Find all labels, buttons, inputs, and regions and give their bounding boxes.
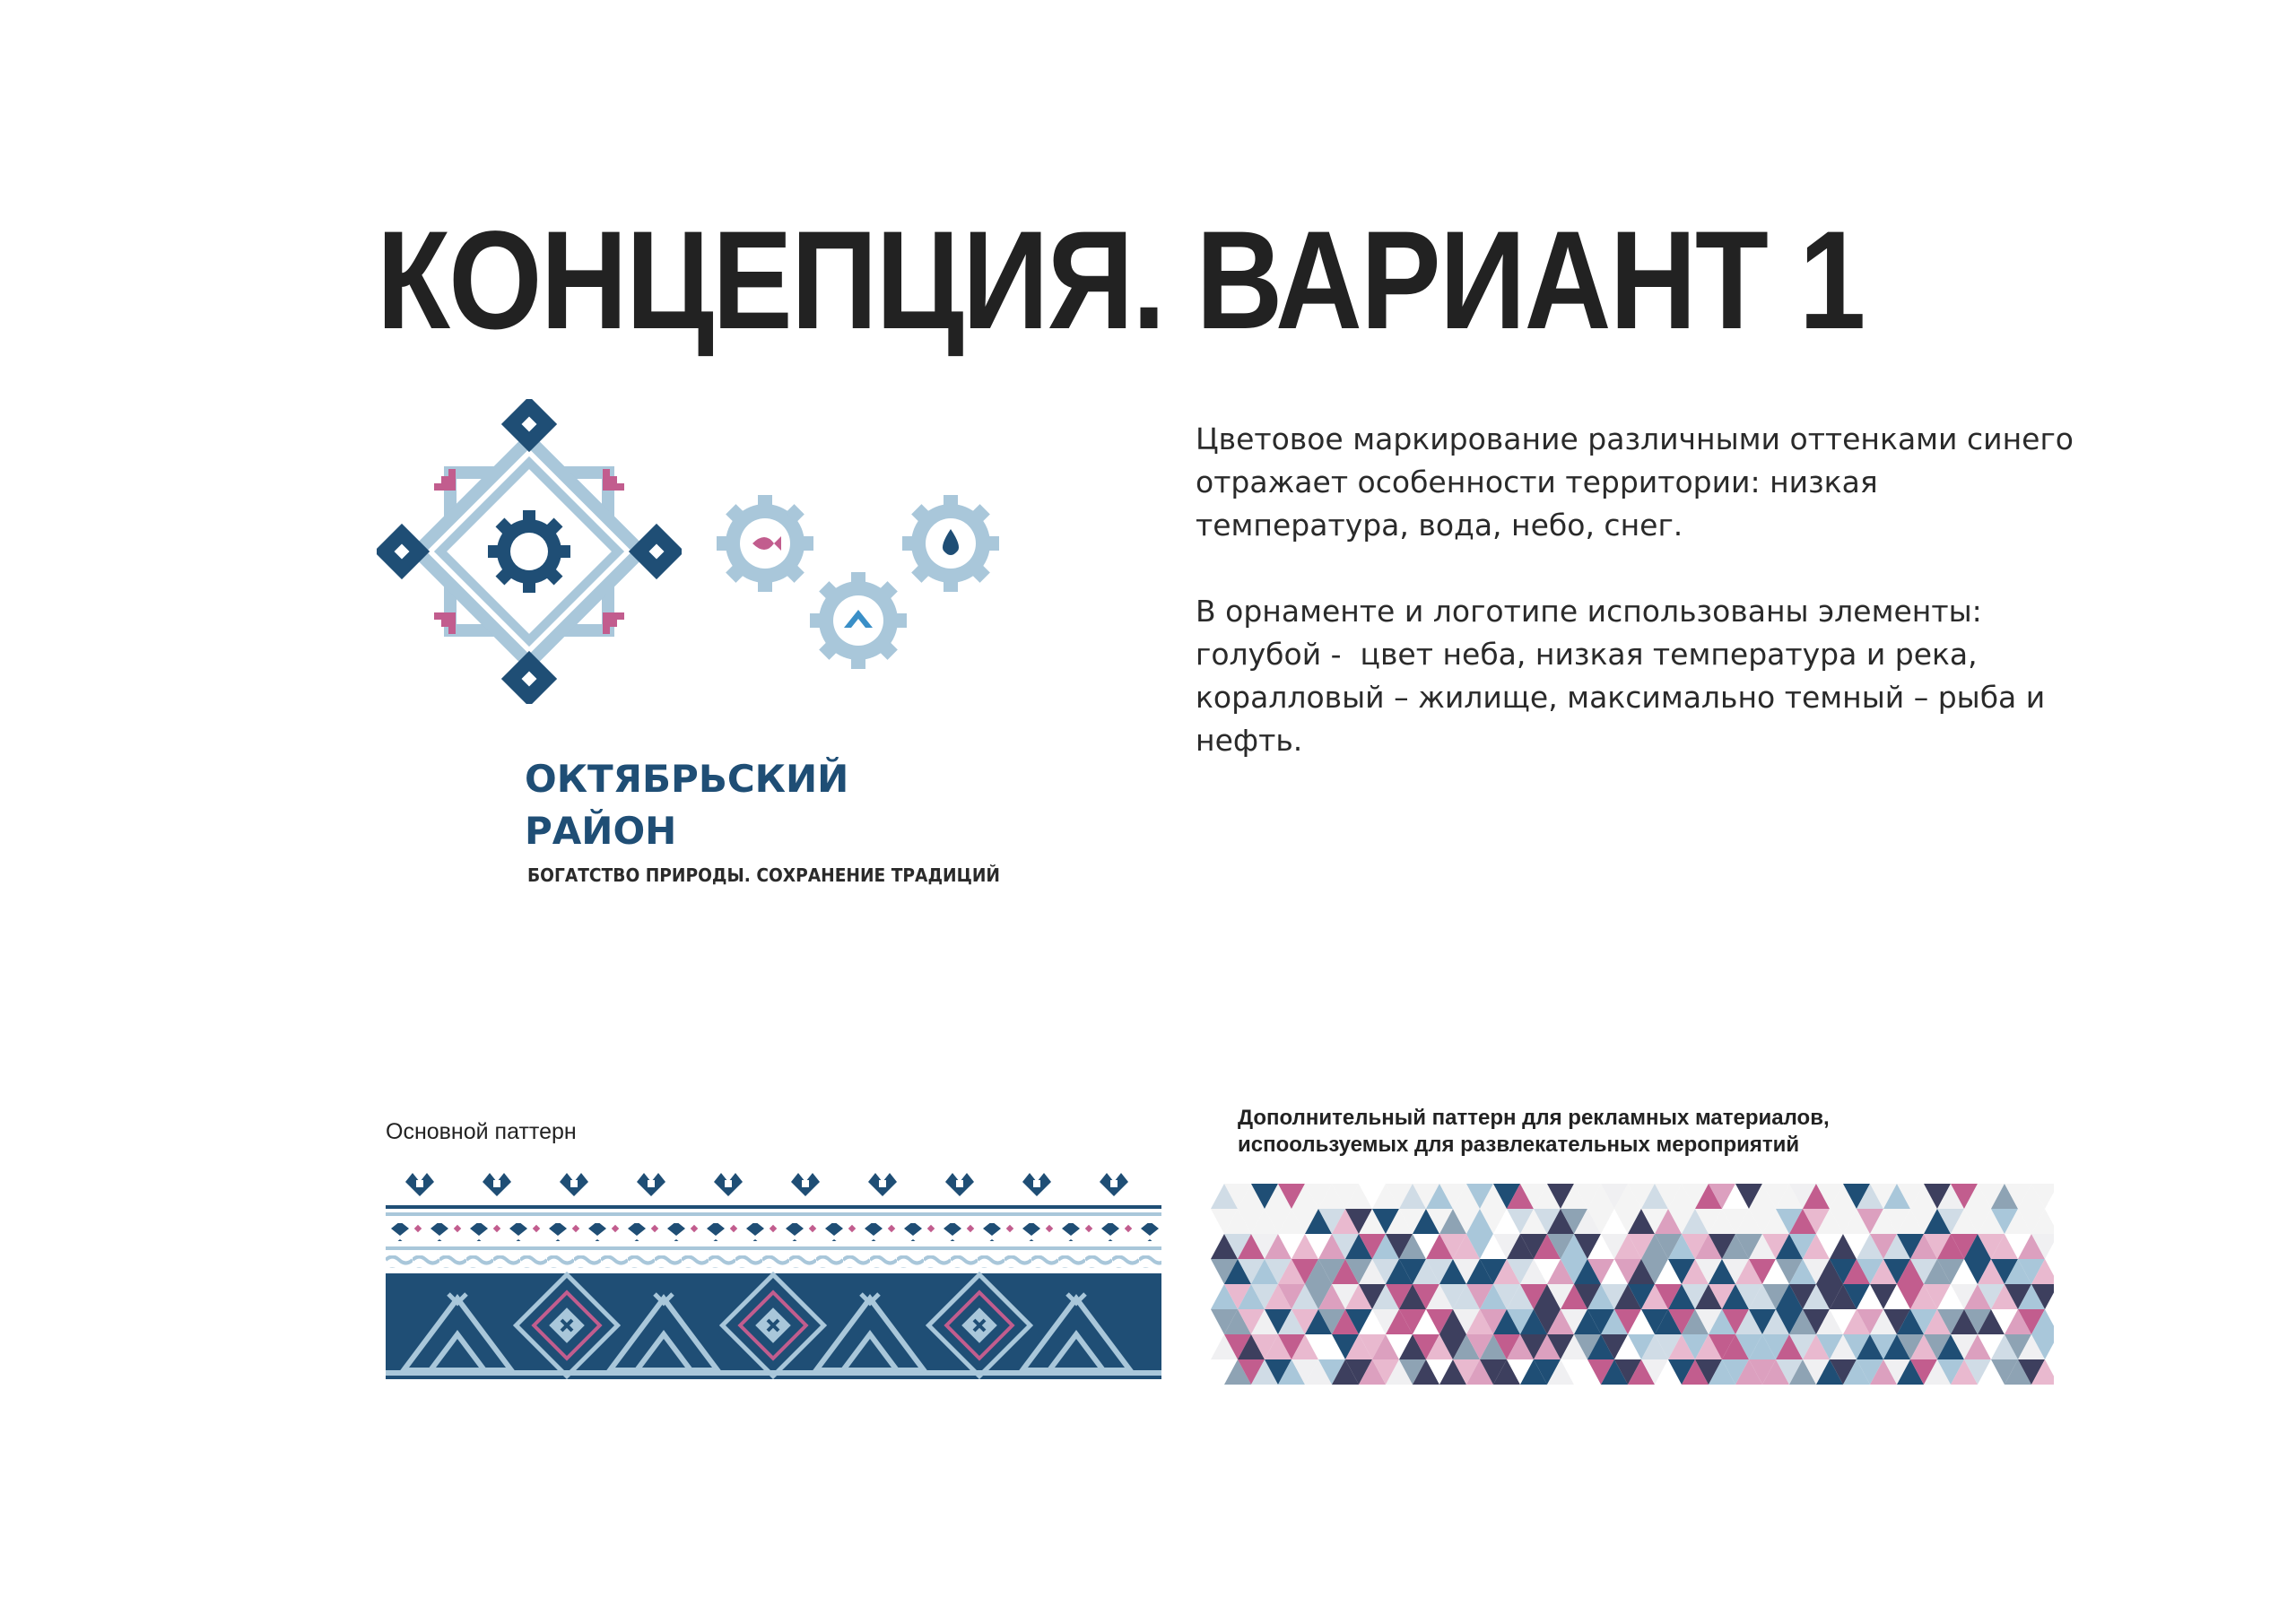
extra-pattern-label-line1: Дополнительный паттерн для рекламных материалов, — [1238, 1106, 1830, 1130]
description-paragraph-2: В орнаменте и логотипе использованы элементы: голубой - цвет неба, низкая температура и река, коралловый – жилище, максимально темный – рыба и нефть. — [1196, 594, 2055, 758]
description — [1196, 418, 2092, 805]
gear-house-icon — [810, 572, 907, 669]
star-emblem-icon — [377, 399, 682, 704]
description-paragraph-1: Цветовое маркирование различными оттенками синего отражает особенности территории: низкая температура, вода, небо, снег. — [1196, 421, 2083, 543]
extra-pattern-label-line2: испоользуемых для развлекательных мероприятий — [1238, 1133, 1800, 1157]
gear-drop-icon — [902, 495, 999, 592]
extra-pattern-label — [1238, 1105, 1830, 1159]
brand-name-line1: ОКТЯБРЬСКИЙ — [525, 757, 849, 801]
gears-group — [713, 484, 1018, 682]
brand-tagline: БОГАТСТВО ПРИРОДЫ. СОХРАНЕНИЕ ТРАДИЦИЙ — [527, 864, 1000, 886]
extra-pattern-image — [1211, 1184, 2054, 1385]
gear-fish-icon — [717, 495, 813, 592]
page-title: КОНЦЕПЦИЯ. ВАРИАНТ 1 — [377, 203, 1865, 359]
main-pattern-label: Основной паттерн — [386, 1119, 577, 1144]
brand-name-line2: РАЙОН — [525, 809, 677, 853]
brand-name — [525, 753, 848, 857]
main-pattern-image — [386, 1166, 1161, 1390]
